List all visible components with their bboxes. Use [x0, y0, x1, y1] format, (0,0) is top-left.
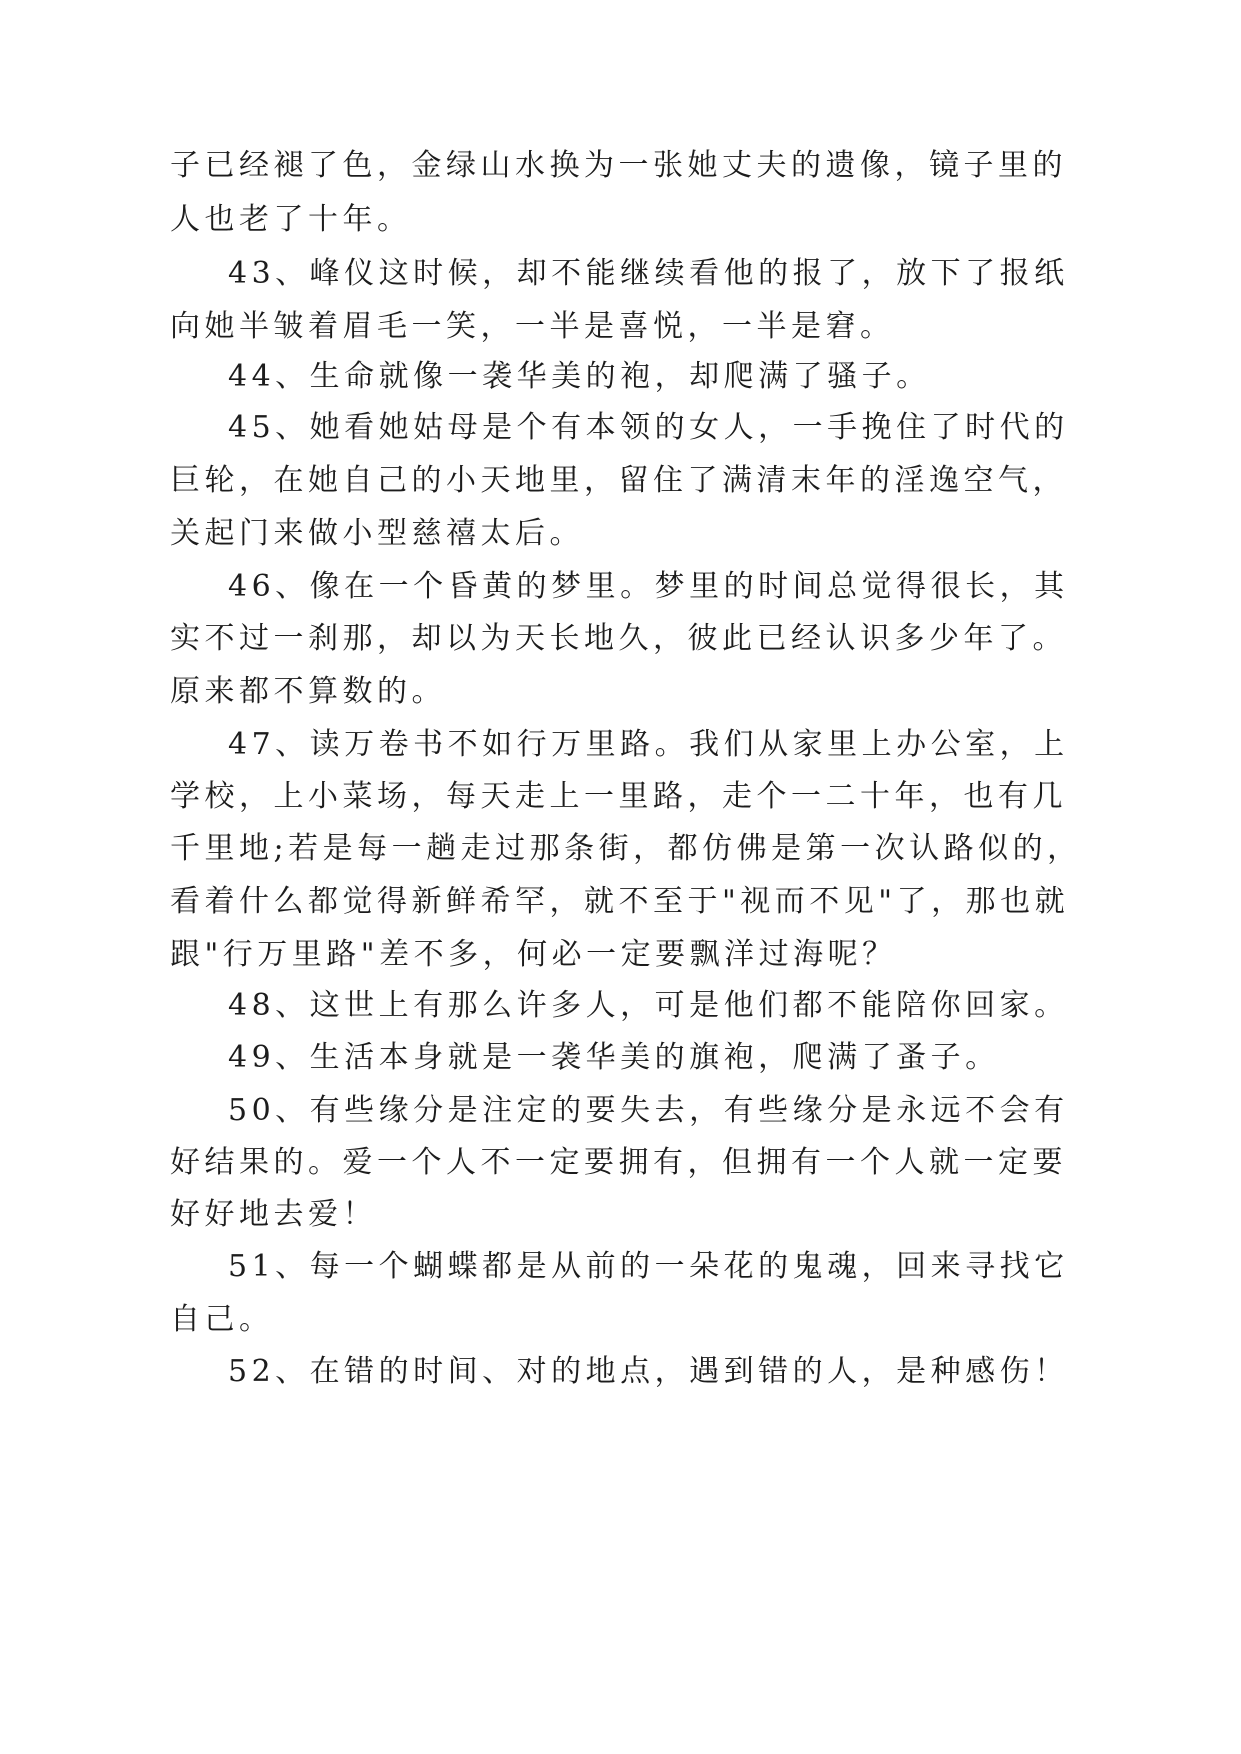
text-line: 43、峰仪这时候，却不能继续看他的报了，放下了报纸 — [228, 256, 1069, 291]
text-line: 48、这世上有那么许多人，可是他们都不能陪你回家。 — [228, 988, 1069, 1023]
text-line: 向她半皱着眉毛一笑，一半是喜悦，一半是窘。 — [170, 309, 895, 344]
text-line: 跟"行万里路"差不多，何必一定要飘洋过海呢？ — [170, 937, 897, 972]
text-line: 人也老了十年。 — [170, 202, 412, 237]
text-line: 学校，上小菜场，每天走上一里路，走个一二十年，也有几 — [170, 779, 1067, 814]
text-line: 千里地;若是每一趟走过那条街，都仿佛是第一次认路似的， — [170, 831, 1082, 866]
text-line: 45、她看她姑母是个有本领的女人，一手挽住了时代的 — [228, 410, 1069, 445]
text-line: 看着什么都觉得新鲜希罕，就不至于"视而不见"了，那也就 — [170, 884, 1070, 919]
text-line: 自己。 — [170, 1302, 274, 1337]
text-line: 52、在错的时间、对的地点，遇到错的人，是种感伤！ — [228, 1354, 1069, 1389]
text-line: 46、像在一个昏黄的梦里。梦里的时间总觉得很长，其 — [228, 569, 1069, 604]
text-line: 好结果的。爱一个人不一定要拥有，但拥有一个人就一定要 — [170, 1145, 1067, 1180]
text-line: 原来都不算数的。 — [170, 674, 446, 709]
text-line: 51、每一个蝴蝶都是从前的一朵花的鬼魂，回来寻找它 — [228, 1249, 1069, 1284]
text-line: 巨轮，在她自己的小天地里，留住了满清末年的淫逸空气， — [170, 463, 1067, 498]
text-line: 实不过一刹那，却以为天长地久，彼此已经认识多少年了。 — [170, 621, 1067, 656]
text-line: 50、有些缘分是注定的要失去，有些缘分是永远不会有 — [228, 1093, 1069, 1128]
text-line: 子已经褪了色，金绿山水换为一张她丈夫的遗像，镜子里的 — [170, 148, 1067, 183]
text-line: 关起门来做小型慈禧太后。 — [170, 516, 584, 551]
text-line: 好好地去爱！ — [170, 1197, 377, 1232]
text-line: 44、生命就像一袭华美的袍，却爬满了骚子。 — [228, 359, 931, 394]
text-line: 49、生活本身就是一袭华美的旗袍，爬满了蚤子。 — [228, 1040, 1000, 1075]
text-line: 47、读万卷书不如行万里路。我们从家里上办公室，上 — [228, 727, 1069, 762]
